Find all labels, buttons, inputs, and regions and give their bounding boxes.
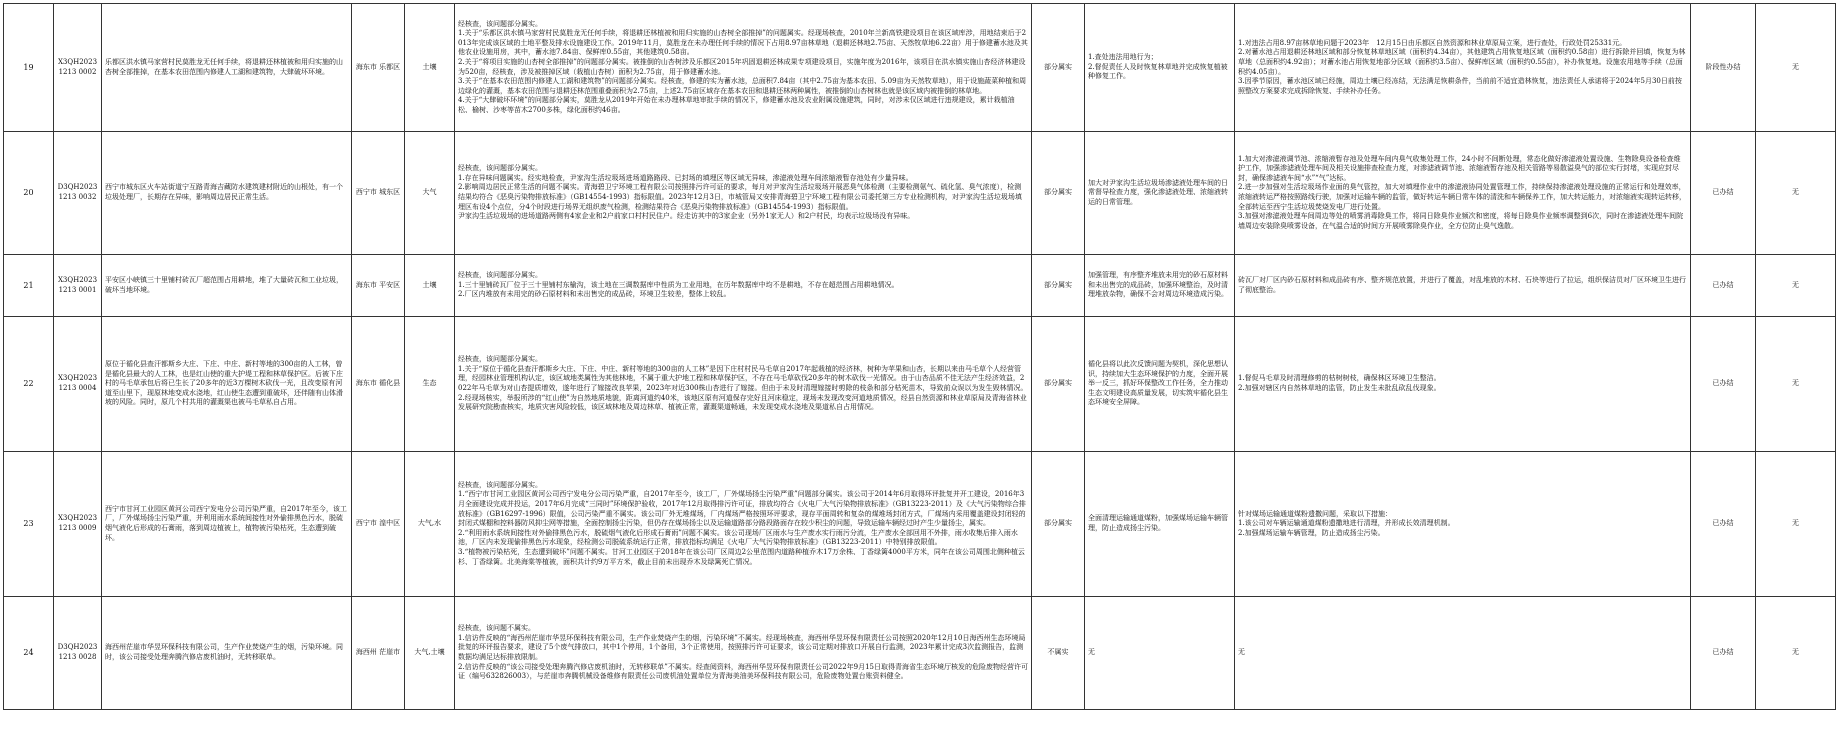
completion-status: 已办结 xyxy=(1691,452,1756,597)
rectification-action-paragraph: 1.督促马毛草及时清理修剪的枯树树枝，确保林区环境卫生整洁。 xyxy=(1238,374,1441,383)
complaint-text: 平安区小峡镇三十里铺村砖瓦厂超范围占用耕地，堆了大量砖瓦和工业垃圾，破坏当地环境。 xyxy=(102,255,352,317)
findings-text-paragraph: 经核查，该问题部分属实。 xyxy=(458,271,542,280)
findings-text-paragraph: 2.影响周边居民正常生活的问题不属实。青海碧卫宁环境工程有限公司按照排污许可证的要求，每月对尹家沟生活垃圾场开展恶臭气体检测（主要检测氨气、硫化氢、臭气浓度），检测结果均符合《恶臭污染物排放标准》（GB14554-1993）指标限值。2023年12月3日，市城管局又安排青海碧卫宁环境工程有限公司委托第三方专业检测机构，对尹家沟生活垃圾场填埋区布设4个点位，分4个时段进行场界无组织废气检测，检测结果符合《恶臭污染物排放标准》（GB14554-1993）指标限值。 xyxy=(458,183,1022,211)
findings-text-paragraph: 经核查，该问题部分属实。 xyxy=(458,164,542,173)
findings-text xyxy=(455,4,1032,132)
findings-text-paragraph: 3.关于“在基本农田范围内修建人工湖和建筑物”的问题部分属实。经核查，修建的实为蓄水池，总面积7.84亩（其中2.75亩为基本农田、5.09亩为天然牧草地），用于设施蔬菜种植和周边绿化的灌溉，基本农田范围与退耕还林范围重叠面积为2.75亩，上述2.75亩区域存在基本农田和退耕还林两种属性，被推倒的山杏树林也就是该区域内被推倒的林草地。 xyxy=(458,77,1027,95)
verdict: 不属实 xyxy=(1032,597,1085,710)
row-number: 23 xyxy=(4,452,54,597)
completion-status: 已办结 xyxy=(1691,317,1756,452)
row-number: 19 xyxy=(4,4,54,132)
remark: 无 xyxy=(1756,255,1836,317)
administrative-area: 海东市 循化县 xyxy=(352,317,405,452)
complaint-text: 西宁市甘河工业园区黄河公司西宁发电分公司污染严重，自2017年至今，该工厂，厂外煤场扬尘污染严重，并利用雨水系统间接性对外偷排黑色污水，脱硫烟气液化后形成的石膏雨，落到周边植被上，植物被污染枯死，生态遭到破坏。 xyxy=(102,452,352,597)
rectification-action xyxy=(1235,317,1691,452)
pollution-type: 大气,土壤 xyxy=(405,597,455,710)
administrative-area: 海西州 茫崖市 xyxy=(352,597,405,710)
administrative-area: 西宁市 湟中区 xyxy=(352,452,405,597)
table-row xyxy=(4,255,1836,317)
remark: 无 xyxy=(1756,4,1836,132)
row-number: 21 xyxy=(4,255,54,317)
rectification-action xyxy=(1235,452,1691,597)
complaint-text: 西宁市城东区火车站街道宁互路青海吉藏防水建筑建材附近的山根处，有一个垃圾处理厂，长期存在异味，影响周边居民正常生活。 xyxy=(102,132,352,255)
rectification-action-paragraph: 2.进一步加强对生活垃圾场作业面的臭气管控，加大对填埋作业中的渗滤液协同处置管理工作，持续保持渗滤液处理设施的正常运行和处理效率，浓缩液转运严格按照路线行驶，加强对运输车辆的监管，做好转运车辆日常车体的清洗和车辆保养工作，加大转运能力，对浓缩液实现转运转移，全部转运至西宁生活垃圾焚烧发电厂进行处置。 xyxy=(1238,183,1686,211)
case-id: D3QH20231213 0032 xyxy=(54,132,102,255)
findings-text-paragraph: 经核查，该问题部分属实。 xyxy=(458,480,542,489)
rectification-action-paragraph: 2.对蓄水池占用退耕还林地区域和部分恢复林草地区域（面积约4.34亩），其他建筑占用恢复地区域（面积约0.58亩）进行拆除并回填，恢复为林草地（总面积约4.92亩）；对蓄水池占用恢复地部分区域（面积约3.5亩）、保鲜库区域（面积约0.55亩），补办恢复地。设施农用地等手续（总面积约4.05亩）。 xyxy=(1238,48,1686,76)
case-id: X3QH20231213 0001 xyxy=(54,255,102,317)
findings-text-paragraph: 1.关于“原位于循化县查汗都斯乡大庄、下庄、中庄、新村等地的300亩的人工林”是因下庄村村民马毛草自2017年起栽植的经济林，树种为苹果和山杏，长期以来由马毛草个人经营管理，经园林业管理机构认定，该区域地类属性为其他林地，不属于重大护地工程和林草保护区，不存在马毛草砍伐20多年的树木砍伐一光情况。由于山杏品质不佳无法产生经济效益，2022年马毛草为对山杏提质增效，遂年进行了嫁接改良苹果，2023年对近300株山杏进行了嫁接。但由于未及时清理嫁接时剪除的枝条和部分枯死苗木，导致前众误以为发生毁林情况。 xyxy=(458,364,1028,392)
complaint-table xyxy=(3,3,1836,710)
findings-text xyxy=(455,597,1032,710)
table-body xyxy=(4,4,1836,710)
findings-text-paragraph: 2.经现场核实，举报所涉的“红山使”为自然地质地貌，距离河道约40米，该地区原有河道保存完好且河床稳定，现场未发现改变河道地质情况，经县自然资源和林业草原局及青海省林业发展研究院勘查核实，地质灾害风险较低，该区域林地及周边林草、植被正常，灌溉渠道畅通，未发现变成水浇地及渠道私自占用情况。 xyxy=(458,393,1027,412)
findings-text xyxy=(455,132,1032,255)
rectification-demand-paragraph: 全面清理运输通道煤粉，加强煤场运输车辆管理，防止造成扬尘污染。 xyxy=(1088,514,1228,532)
verdict: 部分属实 xyxy=(1032,255,1085,317)
completion-status: 已办结 xyxy=(1691,597,1756,710)
administrative-area: 海东市 乐都区 xyxy=(352,4,405,132)
findings-text-paragraph: 2.信访件反映的“该公司接受处理奔腾汽修店废机油时，无转移联单”不属实。经查阅资料，海西州华昱环保有限责任公司2022年9月15日取得青海省生态环境厅核发的危险废物经营许可证（编号632826003），与茫崖市奔腾机械设备维修有限责任公司废机油处置单位为青海美油美环保科技有限公司，危险废物处置台账资料健全。 xyxy=(458,662,1029,681)
remark: 无 xyxy=(1756,597,1836,710)
rectification-action xyxy=(1235,4,1691,132)
findings-text-paragraph: 经核查，该问题部分属实。 xyxy=(458,19,542,28)
findings-text-paragraph: 经核查，该问题部分属实。 xyxy=(458,355,542,364)
case-id: D3QH20231213 0028 xyxy=(54,597,102,710)
rectification-action-paragraph: 针对煤场运输通道煤粉遗撒问题，采取以下措施： xyxy=(1238,509,1392,518)
findings-text xyxy=(455,317,1032,452)
row-number: 20 xyxy=(4,132,54,255)
table-row xyxy=(4,317,1836,452)
rectification-demand-paragraph: 循化县将以此次反馈问题为契机，深化思想认识，持续加大生态环境保护的力度，全面开展举一反三，抓好环保整改工作任务，全力推动生态文明建设高质量发展，切实筑牢循化县生态环境安全屏障。 xyxy=(1088,360,1228,407)
completion-status: 阶段性办结 xyxy=(1691,4,1756,132)
complaint-text: 原位于循化县查汗都斯乡大庄、下庄、中庄、新村等地的300亩的人工林，曾是循化县最大的人工林，也是红山使的重大护堤工程和林草保护区。后被下庄村的马毛草承包后将已生长了20多年的近3万棵树木砍伐一光，且改变原有河道至山里下，现原林地变成水浇地，红山使生态遭到重破坏，还伴随有山体滑坡的风险。同时，原几个村共用的灌溉渠也被马毛草私自占用。 xyxy=(102,317,352,452)
pollution-type: 土壤 xyxy=(405,255,455,317)
rectification-action xyxy=(1235,597,1691,710)
rectification-action-paragraph: 2.加强煤场运输车辆管理，防止造成扬尘污染。 xyxy=(1238,528,1385,537)
rectification-demand-paragraph: 2.督促责任人及时恢复林草地并完成恢复植被种修复工作。 xyxy=(1088,62,1228,81)
findings-text xyxy=(455,255,1032,317)
findings-text-paragraph: 1.“西宁市甘河工业园区黄河公司西宁发电分公司污染严重，自2017年至今，该工厂，厂外煤场扬尘污染严重”问题部分属实。该公司于2014年6月取得环评批复并开工建设，2016年3月全面建设完成并投运，2017年6月完成“三同时”环境保护验收，2017年12月取得排污许可证，排放均符合《火电厂大气污染物排放标准》（GB13223-2011）及《大气污染物综合排放标准》（GB16297-1996）限值，公司污染严重不属实。该公司厂外无堆煤场，厂内煤场严格按照环评要求，现存平面周转和复杂的煤堆场封闭方式，厂煤场内采用覆盖建设封闭轻的封闭式煤棚和控料器防风抑尘网等措施，全面控制扬尘污染，但仍存在煤场扬尘以及运输道路部分路段路面存在较少积尘的问题，导致运输车辆经过时产生少量扬尘，属实。 xyxy=(458,490,1026,528)
findings-text-paragraph: 尹家沟生活垃圾场的进场道路两侧有4家企业和2户前家口村村民住户。经走访其中的3家企业（另外1家无人）和2户村民，均表示垃圾场没有异味。 xyxy=(458,212,915,221)
findings-text-paragraph: 2.关于“将项目实施的山杏树全部推掉”的问题部分属实。被推倒的山杏树涉及乐都区2015年巩固退耕还林成果专项建设项目，实施年度为2016年，该项目在洪水镇实施山杏经济林建设为520亩，经核查，涉及被推掉区域（栽植山杏树）面积为2.75亩，用于修建蓄水池。 xyxy=(458,57,1026,76)
completion-status: 已办结 xyxy=(1691,255,1756,317)
verdict: 部分属实 xyxy=(1032,4,1085,132)
row-number: 24 xyxy=(4,597,54,710)
remark: 无 xyxy=(1756,132,1836,255)
administrative-area: 海东市 平安区 xyxy=(352,255,405,317)
case-id: X3QH20231213 0002 xyxy=(54,4,102,132)
findings-text-paragraph: 1.关于“乐都区洪水镇马家营村民莫胜龙无任何手续，将退耕还林植被和用归实施的山杏树全部推掉”的问题属实。经现场核查，2010年兰新高铁建设项目在该区域库涉，用地结束后于2013年完成该区域的土地平整及排水设施建设工作。2019年11月，莫胜龙在未办理任何手续的情况下占用8.97亩林草地（退耕还林地2.75亩、天然牧草地6.22亩）用于修建蓄水池及其他农业设施用房，其中，蓄水池7.84亩、保鲜库0.55亩，其他建筑0.58亩。 xyxy=(458,29,1028,57)
rectification-action-paragraph: 1.该公司对车辆运输通道煤粉遗撒地进行清理，并形成长效清理机制。 xyxy=(1238,519,1455,528)
rectification-action-paragraph: 3.加强对渗滤液处理车间周边等处的喷雾消毒除臭工作，将同日除臭作业频次和密度，将每日除臭作业频率调整到6次，同时在渗滤液处理车间院墙周边安装除臭喷雾设备，在气温合适的时间方开展喷雾除臭作业，全方位防止臭气逸散。 xyxy=(1238,212,1684,230)
findings-text-paragraph: 经核查，该问题不属实。 xyxy=(458,624,535,633)
rectification-demand-paragraph: 加大对尹家沟生活垃圾场渗滤液处理车间的日常督导检查力度，强化渗滤液处理、浓缩液转运的日常管理。 xyxy=(1088,178,1228,206)
findings-text-paragraph: 2.“利用雨水系统间接性对外偷排黑色污水，脱硫烟气液化后形成石膏雨”问题不属实。该公司现场厂区雨水与生产废水实行雨污分流，生产废水全部回用不外排，雨水收集后排入雨水池，厂区内未发现偷排黑色污水现象，经检测公司脱硫系统运行正常，排放指标均满足《火电厂大气污染物排放标准》（GB13223-2011）中特别排放限值。 xyxy=(458,528,1018,547)
case-id: X3QH20231213 0009 xyxy=(54,452,102,597)
findings-text-paragraph: 1.存在异味问题属实。经实地检查，尹家沟生活垃圾场进场道路路段、已封场的填埋区等区域无异味，渗滤液处理车间浓缩液暂存池处有少量异味。 xyxy=(458,173,913,182)
findings-text-paragraph: 1.信访件反映的“海西州茫崖市华昱环保科技有限公司，生产作业焚烧产生的烟，污染环境”不属实。经现场核查，海西州华昱环保有限责任公司按照2020年12月10日海西州生态环境局批复的环评报告要求，建设了5个废气排放口，其中1个停用，1个备用，3个正常使用，按照排污许可证要求，该公司定期对排放口开展自行监测，2023年累计完成3次监测报告，监测数据均满足达标排放限制。 xyxy=(458,633,1026,661)
rectification-action xyxy=(1235,132,1691,255)
findings-text-paragraph: 1.三十里铺砖瓦厂位于三十里铺村东榆沟，该土地在三调数据库中性质为工业用地，在历年数据库中均不是耕地，不存在超范围占用耕地情况。 xyxy=(458,280,899,289)
findings-text-paragraph: 2.厂区内堆放有未用完的砂石原材料和未出售完的成品砖，环境卫生较差，整体上较乱。 xyxy=(458,290,731,299)
rectification-demand xyxy=(1085,452,1235,597)
findings-text-paragraph: 4.关于“大肆破坏环境”的问题部分属实，莫胜龙从2019年开始在未办理林草地审批手续的情况下，修建蓄水池及农业附属设施建筑，同时，对涉未仅区域进行违规建设，累计栽植油松、榆树、沙枣等苗木2700多株，绿化面积约46亩。 xyxy=(458,96,1015,114)
rectification-demand-paragraph: 无 xyxy=(1088,648,1095,657)
completion-status: 已办结 xyxy=(1691,132,1756,255)
complaint-text: 乐都区洪水镇马家营村民莫胜龙无任何手续，将退耕还林植被和用归实施的山杏树全部推掉，在基本农田范围内修建人工湖和建筑物，大肆破坏环境。 xyxy=(102,4,352,132)
findings-text xyxy=(455,452,1032,597)
case-id: X3QH20231213 0004 xyxy=(54,317,102,452)
findings-text-paragraph: 3.“植物被污染枯死，生态遭到破坏”问题不属实。甘河工业园区于2018年在该公司厂区周边2公里范围内道路种植乔木17万余株、丁香绿篱4000平方米，同年在该公司周围北侧种植云杉、丁香绿篱。北美海棠等植被，面积共计约9万平方米，截止目前未出现乔木及绿篱死亡情况。 xyxy=(458,547,1025,566)
pollution-type: 生态 xyxy=(405,317,455,452)
rectification-action-paragraph: 砖瓦厂对厂区内砂石原材料和成品砖有序、整齐规范放置，并进行了覆盖，对乱堆放的木材、石块等进行了拉运，组织保洁员对厂区环境卫生进行了彻底整治。 xyxy=(1238,275,1686,294)
remark: 无 xyxy=(1756,317,1836,452)
table-row xyxy=(4,597,1836,710)
rectification-action-paragraph: 1.加大对渗滤液调节池、浓缩液暂存池及处理车间内臭气收集处理工作，24小时不间断处理，常态化做好渗滤液处置设施、生物除臭设备检查维护工作，加强渗滤液处理车间及相关设施排查检查力度，对渗滤液调节池、浓缩液暂存池及相关管路等易散溢臭气的部位实行封堵，实现应封尽封，确保渗滤液车间“水”“气”达标。 xyxy=(1238,154,1681,182)
rectification-demand xyxy=(1085,597,1235,710)
rectification-demand-paragraph: 加强管理，有序整齐堆放未用完的砂石原材料和未出售完的成品砖，加强环境整治，及时清理堆放杂物，确保不会对周边环境造成污染。 xyxy=(1088,271,1228,299)
pollution-type: 大气,水 xyxy=(405,452,455,597)
rectification-action-paragraph: 无 xyxy=(1238,648,1245,657)
row-number: 22 xyxy=(4,317,54,452)
rectification-demand-paragraph: 1.查处违法用地行为； xyxy=(1088,53,1158,62)
table-row xyxy=(4,4,1836,132)
rectification-demand xyxy=(1085,4,1235,132)
verdict: 部分属实 xyxy=(1032,452,1085,597)
rectification-demand xyxy=(1085,317,1235,452)
rectification-action-paragraph: 1.对违法占用8.97亩林草地问题于2023年 12月15日由乐都区自然资源和林业草原局立案，进行查处，行政处罚25331元。 xyxy=(1238,38,1627,47)
verdict: 部分属实 xyxy=(1032,317,1085,452)
pollution-type: 土壤 xyxy=(405,4,455,132)
rectification-action-paragraph: 2.加强对辖区内自然林草地的监管，防止发生未批乱砍乱伐现象。 xyxy=(1238,384,1441,392)
pollution-type: 大气 xyxy=(405,132,455,255)
rectification-demand xyxy=(1085,255,1235,317)
verdict: 部分属实 xyxy=(1032,132,1085,255)
rectification-demand xyxy=(1085,132,1235,255)
rectification-action xyxy=(1235,255,1691,317)
remark: 无 xyxy=(1756,452,1836,597)
complaint-text: 海西州茫崖市华昱环保科技有限公司，生产作业焚烧产生的烟，污染环境。同时，该公司接受处理奔腾汽修店废机油时，无转移联单。 xyxy=(102,597,352,710)
administrative-area: 西宁市 城东区 xyxy=(352,132,405,255)
table-row xyxy=(4,132,1836,255)
table-row xyxy=(4,452,1836,597)
rectification-action-paragraph: 3.因季节原因，蓄水池区域已经施，周边土壤已经冻结，无法满足恢耕条件，当前前不适宜造林恢复，违法责任人承诺将于2024年5月30日前按照整改方案要求完成拆除恢复、手续补办任务。 xyxy=(1238,77,1682,95)
